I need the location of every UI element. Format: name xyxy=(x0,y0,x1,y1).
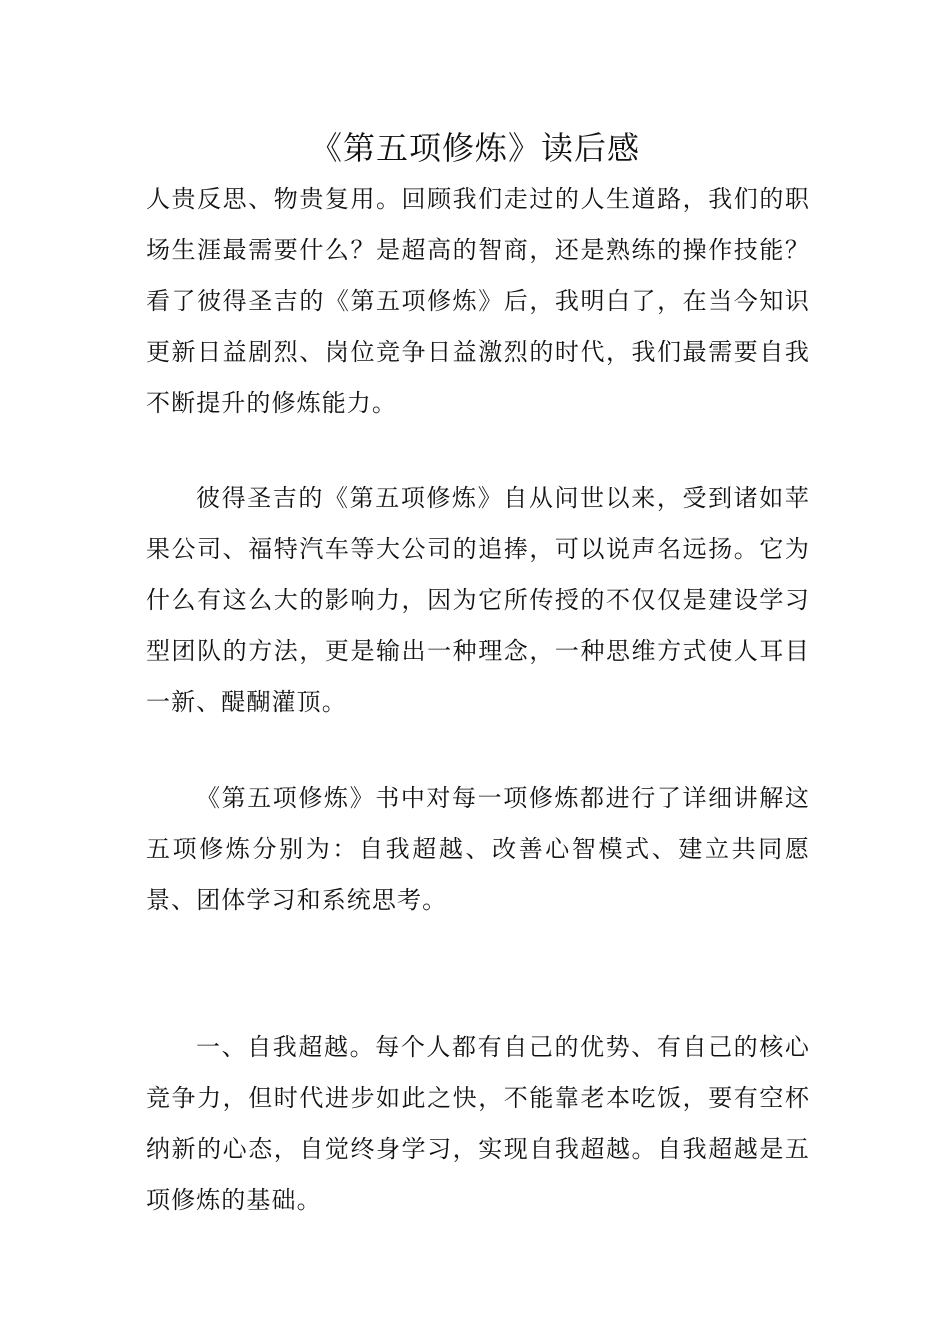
paragraph-self-mastery: 一、自我超越。每个人都有自己的优势、有自己的核心竞争力，但时代进步如此之快，不能靠老本吃饭，要有空杯纳新的心态，自觉终身学习，实现自我超越。自我超越是五项修炼的基础。 xyxy=(146,1033,810,1214)
paragraph-intro: 人贵反思、物贵复用。回顾我们走过的人生道路，我们的职场生涯最需要什么？是超高的智商，还是熟练的操作技能？看了彼得圣吉的《第五项修炼》后，我明白了，在当今知识更新日益剧烈、岗位竞争日益激烈的时代，我们最需要自我不断提升的修炼能力。 xyxy=(146,185,810,417)
document-title: 《第五项修炼》读后感 xyxy=(309,129,640,167)
paragraph-five-disciplines: 《第五项修炼》书中对每一项修炼都进行了详细讲解这五项修炼分别为：自我超越、改善心智模式、建立共同愿景、团体学习和系统思考。 xyxy=(146,784,810,914)
paragraph-influence: 彼得圣吉的《第五项修炼》自从问世以来，受到诸如苹果公司、福特汽车等大公司的追捧，可以说声名远扬。它为什么有这么大的影响力，因为它所传授的不仅仅是建设学习型团队的方法，更是输出一种理念，一种思维方式使人耳目一新、醍醐灌顶。 xyxy=(146,484,810,716)
